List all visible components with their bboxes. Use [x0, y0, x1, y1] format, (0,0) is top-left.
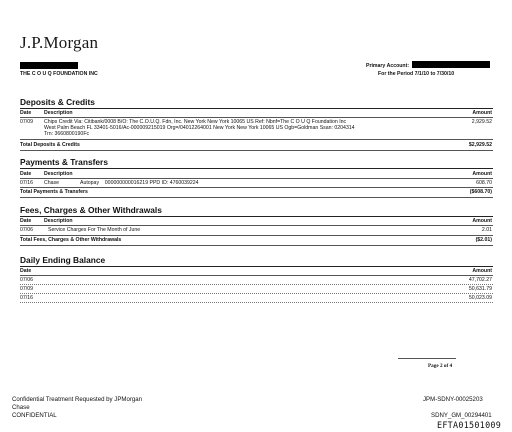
col-date: Date — [20, 268, 32, 274]
row-description-line: Trn: 3660800190Fc — [44, 131, 90, 137]
row-amount: 2.01 — [481, 227, 492, 233]
efta-number: EFTA01501009 — [437, 420, 502, 430]
col-date: Date — [20, 218, 32, 224]
col-amount: Amount — [472, 110, 492, 116]
section-title-payments: Payments & Transfers — [20, 157, 108, 167]
total-label: Total Fees, Charges & Other Withdrawals — [20, 237, 122, 243]
divider — [20, 275, 493, 276]
divider — [20, 266, 493, 267]
row-bank: Chase — [44, 180, 59, 186]
balance-amount: 47,702.27 — [468, 277, 492, 283]
divider — [20, 197, 493, 198]
redacted-block — [20, 62, 78, 69]
col-amount: Amount — [472, 218, 492, 224]
row-date: 07/16 — [20, 180, 33, 186]
divider — [20, 178, 493, 179]
divider — [20, 168, 493, 169]
redacted-account-number — [412, 61, 490, 68]
footer-confidential-line1: Confidential Treatment Requested by JPMorgan — [12, 396, 143, 403]
total-amount: ($608.70) — [469, 189, 492, 195]
divider — [20, 293, 493, 294]
balance-date: 07/06 — [20, 277, 33, 283]
jpmorgan-logo: J.P.Morgan — [20, 33, 99, 52]
total-label: Total Deposits & Credits — [20, 142, 80, 148]
col-description: Description — [44, 110, 73, 116]
page-number: Page 2 of 4 — [428, 363, 453, 369]
row-amount: 2,929.52 — [471, 119, 492, 125]
row-date: 07/06 — [20, 227, 33, 233]
row-description: Autopay 000000000016219 PPD ID: 4760039224 — [80, 180, 199, 186]
divider — [20, 187, 493, 188]
bates-number-jpm: JPM-SDNY-00025203 — [423, 396, 483, 403]
total-amount: $2,929.52 — [468, 142, 492, 148]
divider — [20, 225, 493, 226]
statement-period: For the Period 7/1/10 to 7/30/10 — [378, 71, 455, 77]
footer-confidential-line3: CONFIDENTIAL — [12, 412, 57, 419]
divider — [20, 245, 493, 246]
balance-date: 07/09 — [20, 286, 33, 292]
col-date: Date — [20, 171, 32, 177]
divider — [20, 117, 493, 118]
balance-date: 07/16 — [20, 295, 33, 301]
divider — [20, 216, 493, 217]
company-name: THE C O U Q FOUNDATION INC — [20, 71, 98, 77]
footer-confidential-line2: Chase — [12, 404, 30, 411]
section-title-fees: Fees, Charges & Other Withdrawals — [20, 205, 162, 215]
section-title-balance: Daily Ending Balance — [20, 255, 106, 265]
primary-account-label: Primary Account: — [366, 63, 410, 69]
col-description: Description — [44, 218, 73, 224]
divider — [20, 108, 493, 109]
divider — [20, 284, 493, 285]
col-amount: Amount — [472, 268, 492, 274]
section-title-deposits: Deposits & Credits — [20, 97, 95, 107]
row-amount: 608.70 — [476, 180, 492, 186]
row-description-line: West Palm Beach FL 33401-5016/Ac-000009215019 Org=/04012264001 New York New York 10065 US Ogb=Goldman Ssan: 0204314 — [44, 125, 355, 131]
divider — [20, 235, 493, 236]
page-number-rule — [398, 358, 456, 359]
row-description: Service Charges For The Month of June — [48, 227, 141, 233]
col-amount: Amount — [472, 171, 492, 177]
divider — [20, 139, 493, 140]
total-label: Total Payments & Transfers — [20, 189, 88, 195]
divider — [20, 302, 493, 303]
col-description: Description — [44, 171, 73, 177]
divider — [20, 150, 493, 151]
row-description-line: Chips Credit Via: Citibank/0008 B/O: The C.O.U.Q. Fdn, Inc. New York New York 10065 US Ref: Nbnf=The C O U Q Foundation Inc — [44, 119, 347, 125]
bates-number-sdny: SDNY_GM_00294401 — [431, 412, 492, 419]
col-date: Date — [20, 110, 32, 116]
row-date: 07/09 — [20, 119, 33, 125]
balance-amount: 50,023.09 — [468, 295, 492, 301]
total-amount: ($2.01) — [475, 237, 492, 243]
balance-amount: 50,631.79 — [468, 286, 492, 292]
